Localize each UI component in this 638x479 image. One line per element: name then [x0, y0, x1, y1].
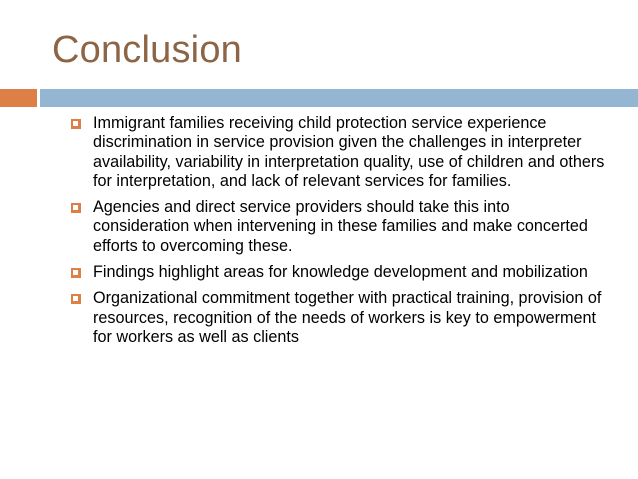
bullet-list	[66, 114, 606, 354]
square-bullet-icon	[71, 294, 81, 304]
slide-title: Conclusion	[52, 29, 242, 71]
bullet-item	[66, 263, 606, 282]
title-rule-bar	[40, 89, 638, 107]
bullet-text: Organizational commitment together with practical training, provision of resources, recognition of the needs of workers is key to empowerment for workers as well as clients	[93, 289, 602, 346]
bullet-item	[66, 289, 606, 347]
square-bullet-icon	[71, 119, 81, 129]
square-bullet-icon	[71, 203, 81, 213]
bullet-text: Immigrant families receiving child protection service experience discrimination in service provision given the challenges in interpreter availability, variability in interpretation quality, use of children and others for interpretation, and lack of relevant services for families.	[93, 114, 605, 190]
bullet-item	[66, 114, 606, 191]
square-bullet-icon	[71, 268, 81, 278]
bullet-text: Findings highlight areas for knowledge development and mobilization	[93, 263, 588, 282]
bullet-text: Agencies and direct service providers should take this into consideration when intervening in these families and make concerted efforts to overcoming these.	[93, 198, 588, 255]
accent-bar	[0, 89, 37, 107]
bullet-item	[66, 198, 606, 256]
